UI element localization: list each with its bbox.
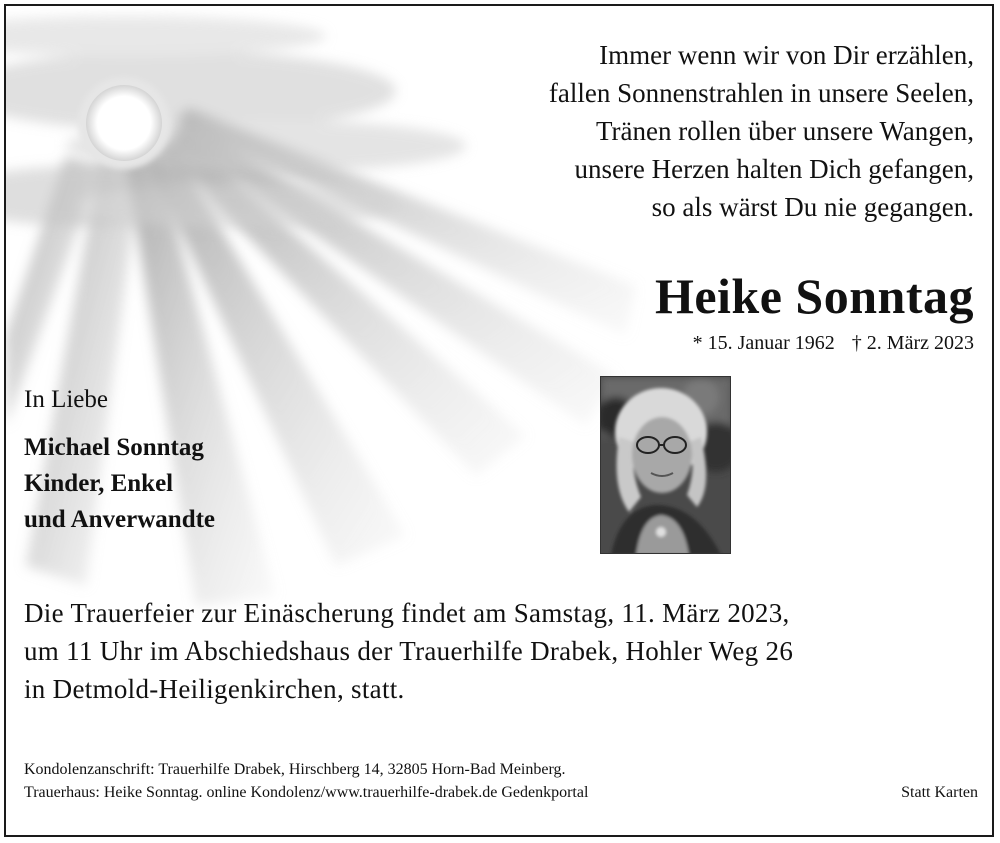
mourner-line: Kinder, Enkel <box>24 470 174 497</box>
service-line: in Detmold-Heiligenkirchen, statt. <box>24 674 405 704</box>
mourner-line: Michael Sonntag <box>24 434 204 461</box>
deceased-name: Heike Sonntag <box>654 268 974 324</box>
life-dates <box>693 332 974 355</box>
condolence-footer <box>24 758 588 804</box>
statt-karten-note: Statt Karten <box>901 784 978 801</box>
poem-verse <box>549 36 974 226</box>
service-line: um 11 Uhr im Abschiedshaus der Trauerhilfe Drabek, Hohler Weg 26 <box>24 636 794 666</box>
death-date: † 2. März 2023 <box>851 332 974 354</box>
funeral-service-info <box>24 594 793 708</box>
mourner-line: und Anverwandte <box>24 506 216 533</box>
poem-line: Tränen rollen über unsere Wangen, <box>596 116 974 146</box>
condolence-online: Trauerhaus: Heike Sonntag. online Kondolenz/www.trauerhilfe-drabek.de Gedenkportal <box>24 784 589 801</box>
mourners-intro: In Liebe <box>24 386 108 413</box>
birth-date: * 15. Januar 1962 <box>692 332 835 354</box>
obituary-notice <box>4 4 994 837</box>
poem-line: Immer wenn wir von Dir erzählen, <box>599 40 974 70</box>
poem-line: unsere Herzen halten Dich gefangen, <box>574 154 974 184</box>
portrait-image <box>601 377 731 554</box>
condolence-address: Kondolenzanschrift: Trauerhilfe Drabek, Hirschberg 14, 32805 Horn-Bad Meinberg. <box>24 761 566 778</box>
poem-line: so als wärst Du nie gegangen. <box>651 192 974 222</box>
service-line: Die Trauerfeier zur Einäscherung findet am Samstag, 11. März 2023, <box>24 598 790 628</box>
mourners-block <box>24 382 215 538</box>
portrait-photo <box>600 376 731 554</box>
poem-line: fallen Sonnenstrahlen in unsere Seelen, <box>548 78 974 108</box>
